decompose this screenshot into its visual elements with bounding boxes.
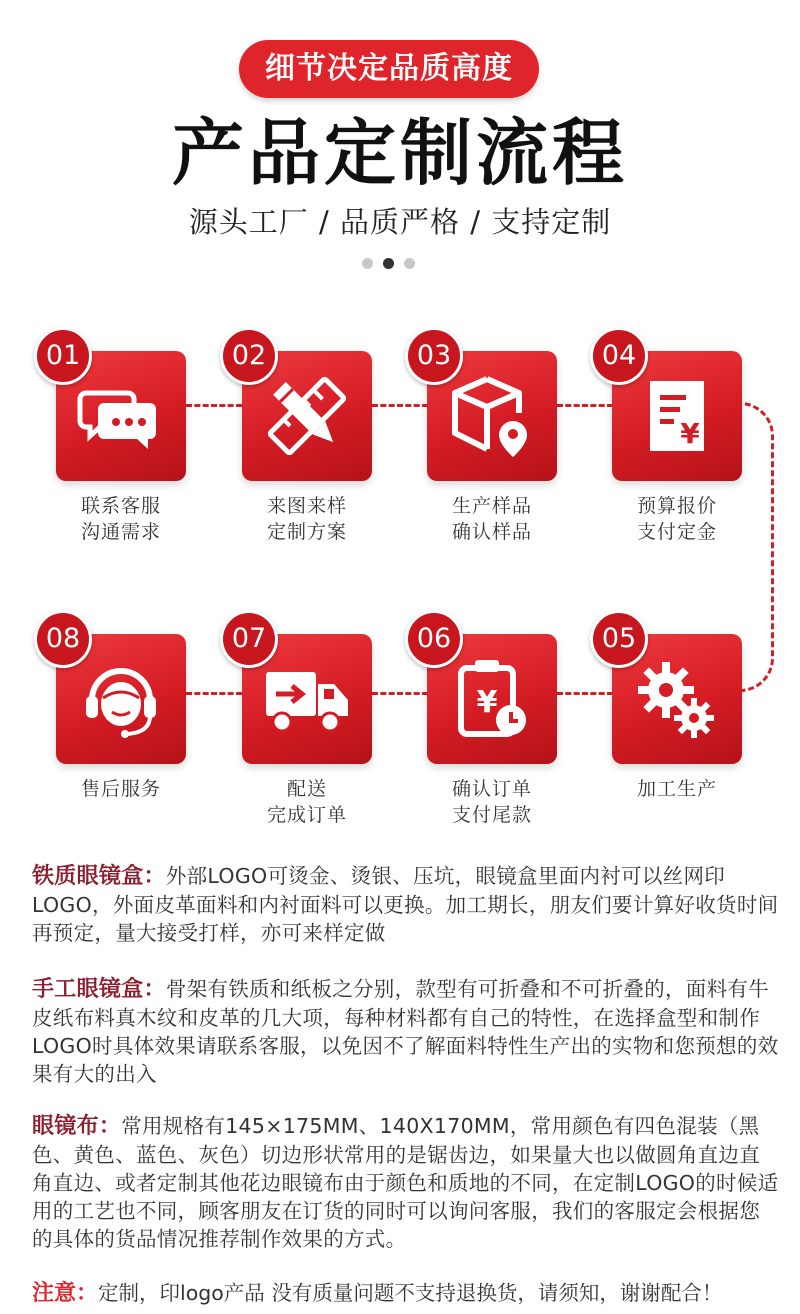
svg-text:¥: ¥ bbox=[476, 685, 498, 720]
step-label-line: 生产样品 bbox=[451, 495, 532, 517]
step-number: 01 bbox=[34, 327, 92, 385]
step-label-line: 加工生产 bbox=[636, 778, 717, 800]
invoice-yen-icon bbox=[632, 371, 722, 461]
step-05 bbox=[601, 623, 742, 764]
step-label-line: 支付定金 bbox=[636, 521, 717, 543]
step-label-line: 确认样品 bbox=[451, 521, 532, 543]
carousel-dot-active[interactable] bbox=[383, 258, 394, 269]
step-number: 02 bbox=[220, 327, 278, 385]
step-06 bbox=[416, 623, 557, 764]
svg-text:¥: ¥ bbox=[680, 417, 700, 450]
paragraph-heading: 铁质眼镜盒： bbox=[32, 864, 166, 889]
info-paragraph-handmade-case bbox=[32, 975, 780, 1088]
step-08 bbox=[45, 623, 186, 764]
step-01 bbox=[45, 340, 186, 481]
step-label-line: 定制方案 bbox=[266, 521, 347, 543]
step-label bbox=[217, 776, 397, 828]
step-label bbox=[402, 776, 582, 828]
step-label-line: 确认订单 bbox=[451, 778, 532, 800]
carousel-dots bbox=[362, 258, 422, 270]
step-number: 07 bbox=[220, 610, 278, 668]
step-label-line: 配送 bbox=[286, 778, 327, 800]
chat-bubbles-icon bbox=[76, 371, 166, 461]
page-title: 产品定制流程 bbox=[171, 111, 628, 195]
info-paragraph-cloth bbox=[32, 1112, 780, 1253]
step-label bbox=[587, 776, 767, 802]
notice-body: 定制，印logo产品 没有质量问题不支持退换货，请须知，谢谢配合！ bbox=[98, 1281, 723, 1305]
flow-connector bbox=[372, 404, 428, 407]
step-03 bbox=[416, 340, 557, 481]
step-number: 03 bbox=[405, 327, 463, 385]
step-number: 08 bbox=[34, 610, 92, 668]
delivery-truck-icon bbox=[262, 654, 352, 744]
carousel-dot[interactable] bbox=[362, 258, 373, 269]
page-subtitle: 源头工厂 / 品质严格 / 支持定制 bbox=[188, 205, 612, 239]
step-label bbox=[217, 493, 397, 545]
gears-icon bbox=[632, 654, 722, 744]
clipboard-yen-icon bbox=[447, 654, 537, 744]
step-02 bbox=[231, 340, 372, 481]
step-label bbox=[31, 776, 211, 802]
flow-connector bbox=[557, 692, 613, 695]
notice-heading: 注意： bbox=[32, 1281, 99, 1306]
carousel-dot[interactable] bbox=[404, 258, 415, 269]
step-label-line: 支付尾款 bbox=[451, 804, 532, 826]
notice bbox=[32, 1278, 792, 1309]
step-label-line: 预算报价 bbox=[636, 495, 717, 517]
step-label-line: 完成订单 bbox=[266, 804, 347, 826]
step-number: 06 bbox=[405, 610, 463, 668]
info-paragraph-iron-case bbox=[32, 862, 780, 947]
flow-connector bbox=[557, 404, 613, 407]
paragraph-heading: 眼镜布： bbox=[32, 1114, 122, 1139]
step-number: 04 bbox=[590, 327, 648, 385]
pencil-ruler-icon bbox=[262, 371, 352, 461]
step-label bbox=[402, 493, 582, 545]
step-label-line: 沟通需求 bbox=[80, 521, 161, 543]
step-number: 05 bbox=[590, 610, 648, 668]
flow-connector bbox=[186, 404, 242, 407]
paragraph-body: 外部LOGO可烫金、烫银、压坑，眼镜盒里面内衬可以丝网印LOGO，外面皮革面料和内衬面料可以更换。加工期长，朋友们要计算好收货时间再预定，量大接受打样，亦可来样定做 bbox=[32, 864, 779, 945]
step-04 bbox=[601, 340, 742, 481]
headset-agent-icon bbox=[76, 654, 166, 744]
step-label-line: 联系客服 bbox=[80, 495, 161, 517]
step-07 bbox=[231, 623, 372, 764]
paragraph-body: 常用规格有145×175MM、140X170MM，常用颜色有四色混装（黑色、黄色、蓝色、灰色）切边形状常用的是锯齿边，如果量大也以做圆角直边直角直边、或者定制其他花边眼镜布由于颜色和质地的不同，在定制LOGO的时候适用的工艺也不同，顾客朋友在订货的同时可以询问客服，我们的客服定会根据您的具体的货品情况推荐制作效果的方式。 bbox=[32, 1114, 779, 1251]
header-badge: 细节决定品质高度 bbox=[239, 40, 539, 98]
step-label-line: 售后服务 bbox=[80, 778, 161, 800]
step-label bbox=[587, 493, 767, 545]
paragraph-heading: 手工眼镜盒： bbox=[32, 977, 166, 1002]
flow-connector bbox=[372, 692, 428, 695]
paragraph-body: 骨架有铁质和纸板之分别，款型有可折叠和不可折叠的，面料有牛皮纸布料真木纹和皮革的几大项，每种材料都有自己的特性，在选择盒型和制作LOGO时具体效果请联系客服，以免因不了解面料特性生产出的实物和您预想的效果有大的出入 bbox=[32, 977, 779, 1086]
step-label bbox=[31, 493, 211, 545]
flow-connector bbox=[186, 692, 242, 695]
box-location-icon bbox=[447, 371, 537, 461]
step-label-line: 来图来样 bbox=[266, 495, 347, 517]
